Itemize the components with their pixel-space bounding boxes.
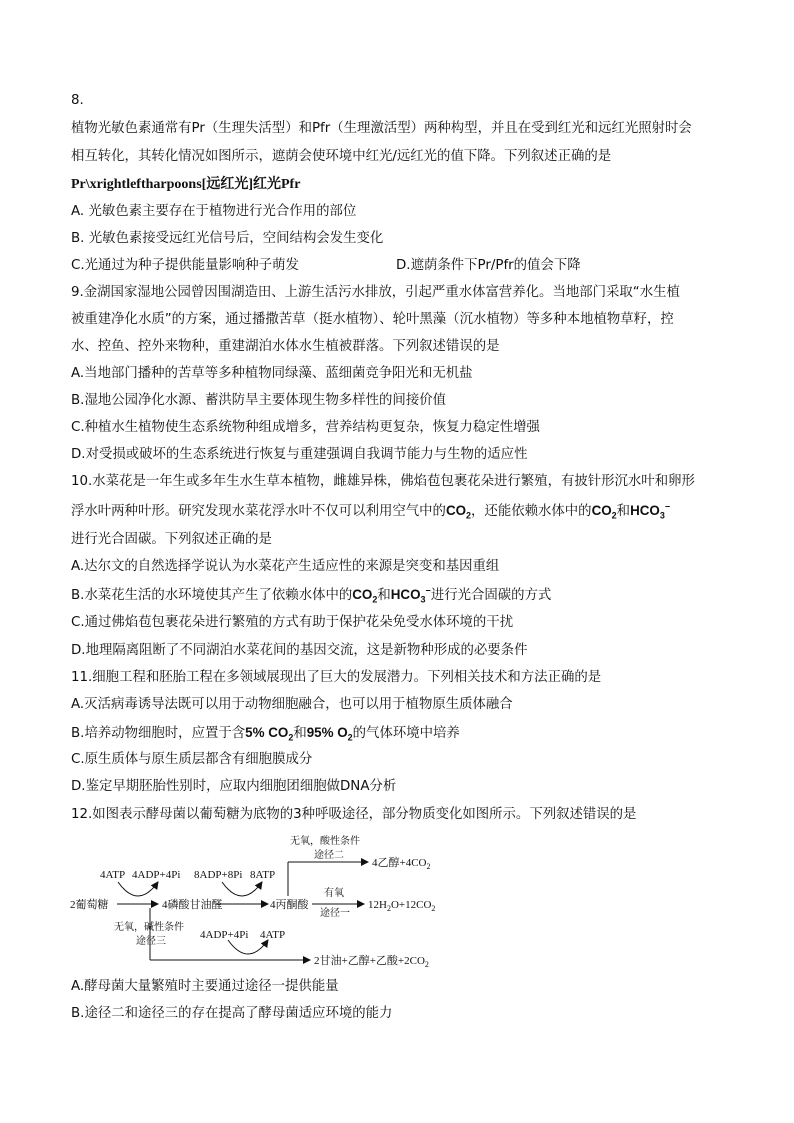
- q11-option-a: A.灭活病毒诱导法既可以用于动物细胞融合，也可以用于植物原生质体融合: [71, 697, 513, 712]
- co2-percent-formula: 5% $CO_2$: [245, 725, 294, 743]
- curve-atp-production: [222, 882, 262, 896]
- q10-option-d: D.地理隔离阻断了不同湖泊水菜花间的基因交流，这是新物种形成的必要条件: [71, 643, 528, 658]
- q8-option-a: A. 光敏色素主要存在于植物进行光合作用的部位: [71, 204, 357, 219]
- q10-option-b: B.水菜花生活的水环境使其产生了依赖水体中的$CO_2$和$HCO_3^-$进行光合固碳的方式: [71, 585, 552, 605]
- q11-option-d: D.鉴定早期胚胎性别时，应取内细胞团细胞做DNA分析: [71, 779, 397, 794]
- q12-option-b: B.途径二和途径三的存在提高了酵母菌适应环境的能力: [71, 1006, 393, 1021]
- label-cond1: 有氧: [324, 888, 344, 899]
- q8-number: 8.: [71, 93, 84, 108]
- label-4adp: 4ADP+4Pi: [132, 869, 181, 881]
- q8-option-d: D.遮荫条件下Pr/Pfr的值会下降: [396, 258, 581, 273]
- label-cond2: 无氧，酸性条件: [290, 836, 360, 847]
- q10-stem-line1: 10.水菜花是一年生或多年生水生草本植物，雌雄异株，佛焰苞包裹花朵进行繁殖，有披针形沉水叶和卵形: [71, 474, 695, 489]
- label-prod2: 4乙醇$+4CO_2$: [372, 857, 431, 871]
- hco3-formula: $HCO_3^-$: [630, 501, 671, 521]
- label-prod3: 2甘油+乙醇+乙酸$+2CO_2$: [314, 955, 429, 969]
- q10-stem-line2: 浮水叶两种叶形。研究发现水菜花浮水叶不仅可以利用空气中的$CO_2$，还能依赖水体中的$CO_2$和$HCO_3^-$: [71, 501, 671, 521]
- q12-stem-line1: 12.如图表示酵母菌以葡萄糖为底物的3种呼吸途径，部分物质变化如图所示。下列叙述错误的是: [71, 807, 637, 822]
- label-path1: 途径一: [320, 908, 350, 919]
- q9-option-b: B.湿地公园净化水源、蓄洪防旱主要体现生物多样性的间接价值: [71, 393, 446, 408]
- q9-stem-line3: 水、控鱼、控外来物种，重建湖泊水体水生植被群落。下列叙述错误的是: [71, 339, 500, 354]
- q9-stem-line1: 9.金湖国家湿地公园曾因围湖造田、上游生活污水排放，引起严重水体富营养化。当地部门采取“水生植: [71, 285, 680, 300]
- label-glucose: 2葡萄糖: [70, 899, 109, 911]
- q9-option-a: A.当地部门播种的苦草等多种植物同绿藻、蓝细菌竞争阳光和无机盐: [71, 366, 473, 381]
- q11-option-c: C.原生质体与原生质层都含有细胞膜成分: [71, 752, 313, 767]
- label-pyruvate: 4丙酮酸: [270, 899, 309, 911]
- q9-option-c: C.种植水生植物使生态系统物种组成增多，营养结构更复杂，恢复力稳定性增强: [71, 420, 540, 435]
- q11-stem-line1: 11.细胞工程和胚胎工程在多领域展现出了巨大的发展潜力。下列相关技术和方法正确的是: [71, 670, 602, 685]
- q8-option-c: C.光通过为种子提供能量影响种子萌发: [71, 258, 299, 273]
- q9-option-d: D.对受损或破坏的生态系统进行恢复与重建强调自我调节能力与生物的适应性: [71, 447, 528, 462]
- q8-stem-line1: 植物光敏色素通常有Pr（生理失活型）和Pfr（生理激活型）两种构型，并且在受到红光和远红光照射时会: [71, 121, 692, 136]
- q10-option-c: C.通过佛焰苞包裹花朵进行繁殖的方式有助于保护花朵免受水体环境的干扰: [71, 615, 514, 630]
- co2-formula: $CO_2$: [445, 503, 472, 521]
- q9-stem-line2: 被重建净化水质”的方案，通过播撒苦草（挺水植物）、轮叶黑藻（沉水植物）等多种本地植物草籽，控: [71, 312, 674, 327]
- q10-stem-line3: 进行光合固碳。下列叙述正确的是: [71, 532, 272, 547]
- q8-option-b: B. 光敏色素接受远红光信号后，空间结构会发生变化: [71, 231, 384, 246]
- q10-option-a: A.达尔文的自然选择学说认为水菜花产生适应性的来源是突变和基因重组: [71, 559, 500, 574]
- label-8adp: 8ADP+8Pi: [194, 869, 243, 881]
- q12-option-a: A.酵母菌大量繁殖时主要通过途径一提供能量: [71, 979, 339, 994]
- q8-stem-line2: 相互转化，其转化情况如图所示，遮荫会使环境中红光/远红光的值下降。下列叙述正确的是: [71, 149, 612, 164]
- label-4adp-b: 4ADP+4Pi: [200, 929, 249, 941]
- co2-formula: $CO_2$: [591, 503, 617, 521]
- respiration-pathway-diagram: [70, 832, 440, 972]
- curve-atp-pathway3: [228, 940, 268, 954]
- label-4atp-b: 4ATP: [260, 929, 286, 941]
- q8-formula: Pr\xrightleftharpoons[远红光]红光Pfr: [71, 177, 301, 192]
- label-path3: 途径三: [136, 936, 166, 947]
- label-path2: 途径二: [314, 850, 344, 861]
- label-8atp: 8ATP: [250, 869, 276, 881]
- q11-option-b: B.培养动物细胞时，应置于含5% $CO_2$和95% $O_2$的气体环境中培养: [71, 725, 460, 743]
- hco3-formula: $HCO_3^-$: [390, 585, 431, 605]
- label-g3p: 4磷酸甘油醛: [162, 899, 223, 911]
- label-cond3: 无氧，碱性条件: [114, 922, 184, 933]
- co2-formula: $CO_2$: [352, 587, 378, 605]
- o2-percent-formula: 95% $O_2$: [306, 725, 353, 743]
- label-prod1: $12H_2O+12CO_2$: [368, 899, 436, 913]
- label-4atp: 4ATP: [100, 869, 126, 881]
- curve-atp-consumption: [118, 882, 158, 896]
